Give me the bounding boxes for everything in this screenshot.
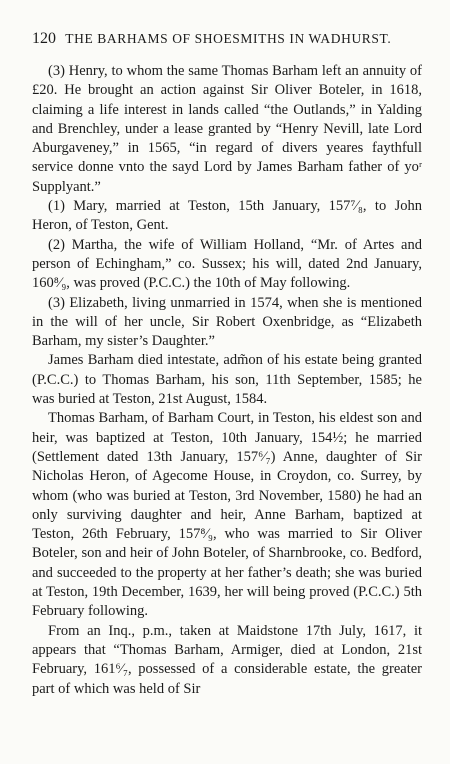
paragraph-james-barham: James Barham died intestate, adm̃on of his estate being granted (P.C.C.) to Thomas Barham, his son, 11th September, 1585; he was buried at Teston, 21st August, 1584. [32, 352, 422, 408]
paragraph-martha: (2) Martha, the wife of William Holland, “Mr. of Artes and person of Echingham,” co. Sussex; his will, dated 2nd January, 160⁸⁄₉, was proved (P.C.C.) the 10th of May following. [32, 236, 422, 292]
body-text [32, 62, 422, 699]
paragraph-elizabeth: (3) Elizabeth, living unmarried in 1574, when she is mentioned in the will of her uncle, Sir Robert Oxenbridge, as “Elizabeth Barham, my sister’s Daughter.” [32, 294, 422, 350]
paragraph-thomas-barham: Thomas Barham, of Barham Court, in Teston, his eldest son and heir, was baptized at Teston, 10th January, 154½; he married (Settlement dated 13th January, 157⁶⁄₇) Anne, daughter of Sir Nicholas Heron, of Agecome House, in Croydon, co. Surrey, by whom (who was buried at Teston, 3rd November, 1580) he had an only surviving daughter and heir, Anne Barham, baptized at Teston, 26th February, 157⁸⁄₉, who was married to Sir Oliver Boteler, son and heir of John Boteler, of Sharnbrooke, co. Bedford, and succeeded to the property at her father’s death; she was buried at Teston, 19th December, 1639, her will being proved (P.C.C.) 5th February following. [32, 410, 422, 620]
paragraph-mary: (1) Mary, married at Teston, 15th January, 157⁷⁄₈, to John Heron, of Teston, Gent. [32, 198, 422, 234]
running-header [32, 30, 422, 48]
paragraph-henry: (3) Henry, to whom the same Thomas Barham left an annuity of £20. He brought an action against Sir Oliver Boteler, in 1618, claiming a life interest in lands called “the Outlands,” in Yalding and Brenchley, under a lease granted by “Henry Nevill, late Lord Aburgaveney,” in 1565, “in regard of divers yeares faythfull service donne vnto the sayd Lord by James Barham father of yoʳ Supplyant.” [32, 63, 422, 195]
page-number: 120 [32, 30, 56, 47]
paragraph-inquisition: From an Inq., p.m., taken at Maidstone 17th July, 1617, it appears that “Thomas Barham, Armiger, died at London, 21st February, 161⁶⁄₇, possessed of a considerable estate, the greater part of which was held of Sir [32, 622, 422, 697]
running-title: THE BARHAMS OF SHOESMITHS IN WADHURST. [65, 31, 392, 46]
